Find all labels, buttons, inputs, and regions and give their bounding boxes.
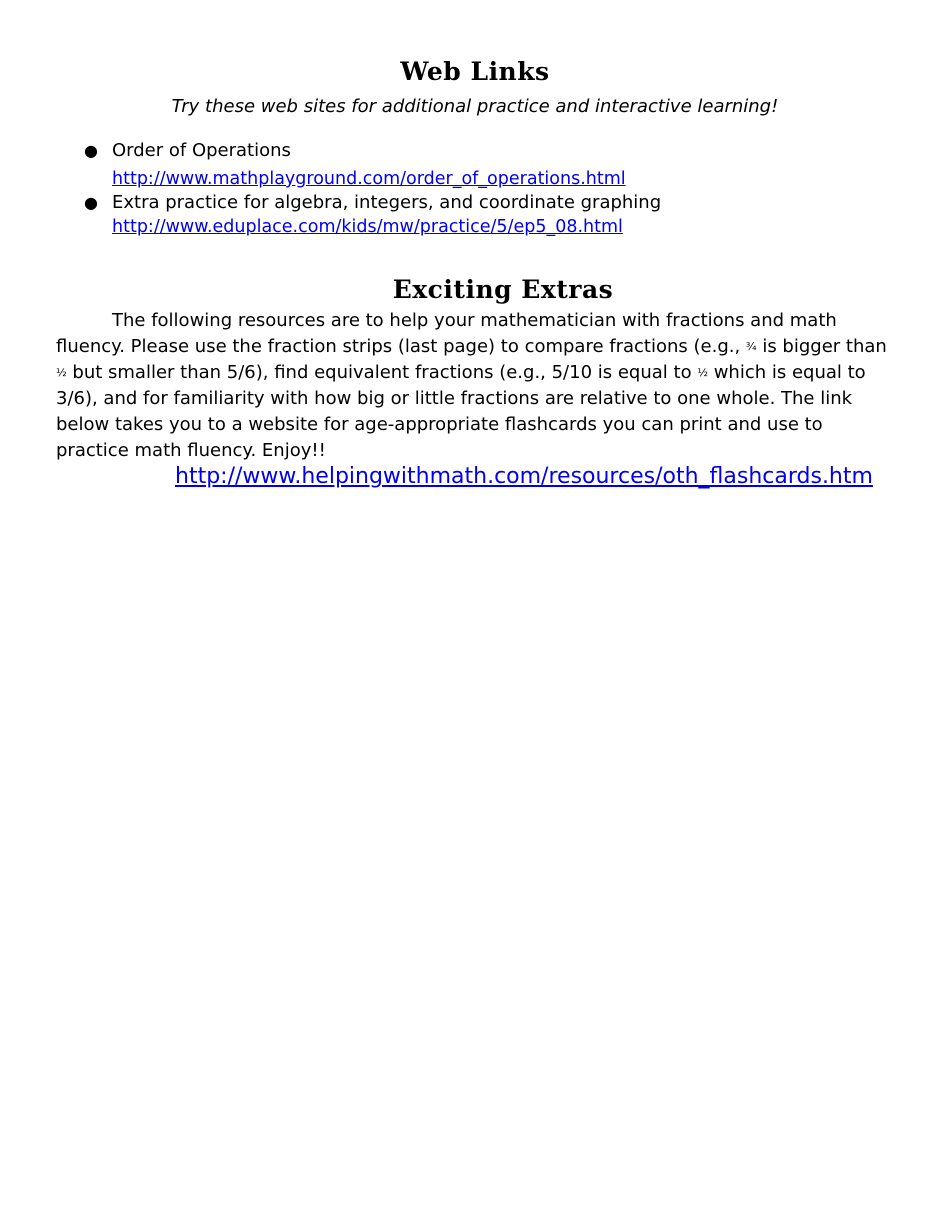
bullet-icon: ● <box>84 193 98 212</box>
mathplayground-link[interactable]: http://www.mathplayground.com/order_of_operations.html <box>112 169 626 189</box>
fraction: ½ <box>56 366 67 379</box>
list-item <box>80 191 661 239</box>
paragraph-text: which is equal to 3/6), and for familiarity with how big or little fractions are relative to one whole. The link below takes you to a website for age-appropriate flashcards you can print and use to practice math fluency. Enjoy!! <box>56 362 866 461</box>
fraction: ½ <box>697 366 708 379</box>
flashcards-link[interactable]: http://www.helpingwithmath.com/resources/oth_flashcards.htm <box>175 464 873 489</box>
exciting-extras-heading: Exciting Extras <box>392 275 614 304</box>
extras-paragraph <box>56 308 896 464</box>
paragraph-text: The following resources are to help your mathematician with fractions and math fluency. Please use the fraction strips (last page) to compare fractions (e.g., <box>56 310 837 357</box>
eduplace-link[interactable]: http://www.eduplace.com/kids/mw/practice/5/ep5_08.html <box>112 217 623 237</box>
web-links-list <box>80 137 661 239</box>
link-label: Order of Operations <box>112 140 291 161</box>
link-label: Extra practice for algebra, integers, and coordinate graphing <box>112 192 662 213</box>
paragraph-text: but smaller than 5/6), find equivalent fractions (e.g., 5/10 is equal to <box>66 362 698 383</box>
bullet-icon: ● <box>84 141 98 160</box>
web-links-subtitle: Try these web sites for additional practice and interactive learning! <box>171 96 779 117</box>
paragraph-text: is bigger than <box>756 336 887 357</box>
web-links-heading: Web Links <box>400 57 550 86</box>
list-item <box>80 137 661 191</box>
fraction: ¾ <box>745 340 757 353</box>
